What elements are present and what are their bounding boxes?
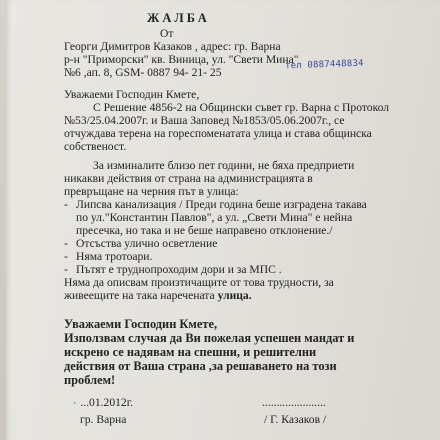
signature-dots: ...................... bbox=[262, 396, 326, 409]
salutation: Уважаеми Господин Кмете, bbox=[64, 88, 200, 101]
paragraph1-line-4: собственост. bbox=[64, 140, 127, 153]
closing-line-1: Използвам случая да Ви пожелая успешен мандат и bbox=[64, 331, 355, 345]
bullet-marker: - bbox=[64, 237, 68, 250]
closing-line-4: проблем! bbox=[64, 373, 116, 387]
bullet-1-line-2: по ул."Константин Павлов", а ул. „Свети Мина" е нейна bbox=[76, 211, 353, 224]
paragraph3-line-1: Няма да описвам произтичащите от това трудности, за bbox=[64, 276, 334, 289]
date-text: ...01.2012г. bbox=[80, 396, 134, 409]
closing-line-2: искрено се надявам на спешни, и решителни bbox=[64, 345, 317, 359]
letter-date bbox=[72, 396, 133, 411]
paragraph2-line-1: За изминалите близо пет години, не бяха предприети bbox=[93, 159, 355, 172]
paragraph1-line-2: №53/25.04.2007г. и Ваша Заповед №1853/05.06.2007г., се bbox=[64, 114, 345, 127]
paragraph3-text: живеещите на така наречената bbox=[64, 289, 215, 302]
signature-name: / Г. Казаков / bbox=[264, 413, 327, 426]
bullet-4: Пътят е труднопроходим дори и за МПС . bbox=[76, 263, 282, 276]
letter-city: гр. Варна bbox=[80, 413, 127, 426]
paragraph3-bold-word: улица. bbox=[217, 289, 252, 302]
letter-title: ЖАЛБА bbox=[147, 11, 210, 25]
paragraph3-line-2 bbox=[64, 289, 252, 302]
paragraph2-line-3: превръщане на черния път в улица: bbox=[64, 185, 239, 198]
closing-salutation: Уважаеми Господин Кмете, bbox=[64, 317, 218, 331]
handwritten-phone: тел 0887448834 bbox=[284, 58, 364, 72]
paragraph1-line-3: отчуждава терена на гореспоменатата улица и става общинска bbox=[64, 127, 372, 140]
complaint-letter bbox=[6, 0, 440, 440]
sender-from-label: От bbox=[160, 27, 174, 40]
sender-address-line-1: Георги Димитров Казаков , адрес: гр. Варна bbox=[64, 40, 281, 53]
bullet-1-line-3: пресечка, но така и не беше направено отклонение./ bbox=[76, 224, 333, 237]
bullet-marker: - bbox=[64, 198, 68, 211]
paragraph2-line-2: никакви действия от страна на администрацията в bbox=[64, 172, 313, 185]
sender-address-line-2: р-н "Приморски" кв. Виница, ул. "Свети Мина" bbox=[64, 53, 299, 66]
sender-address-line-3: №6 ,ап. 8, GSM- 0887 94- 21- 25 bbox=[64, 66, 222, 79]
paragraph1-line-1: С Решение 4856-2 на Общински съвет гр. Варна с Протокол bbox=[93, 101, 390, 114]
bullet-1-line-1: Липсва канализация / Преди година беше изградена такава bbox=[76, 198, 367, 211]
closing-line-3: действия от Ваша страна ,за решаването на този bbox=[64, 359, 337, 373]
bullet-3: Няма тротоари. bbox=[76, 250, 153, 263]
bullet-marker: - bbox=[64, 250, 68, 263]
bullet-marker: - bbox=[64, 263, 68, 276]
bullet-2: Отсъства улично осветление bbox=[76, 237, 218, 250]
date-handwritten-mark: · bbox=[72, 399, 78, 409]
